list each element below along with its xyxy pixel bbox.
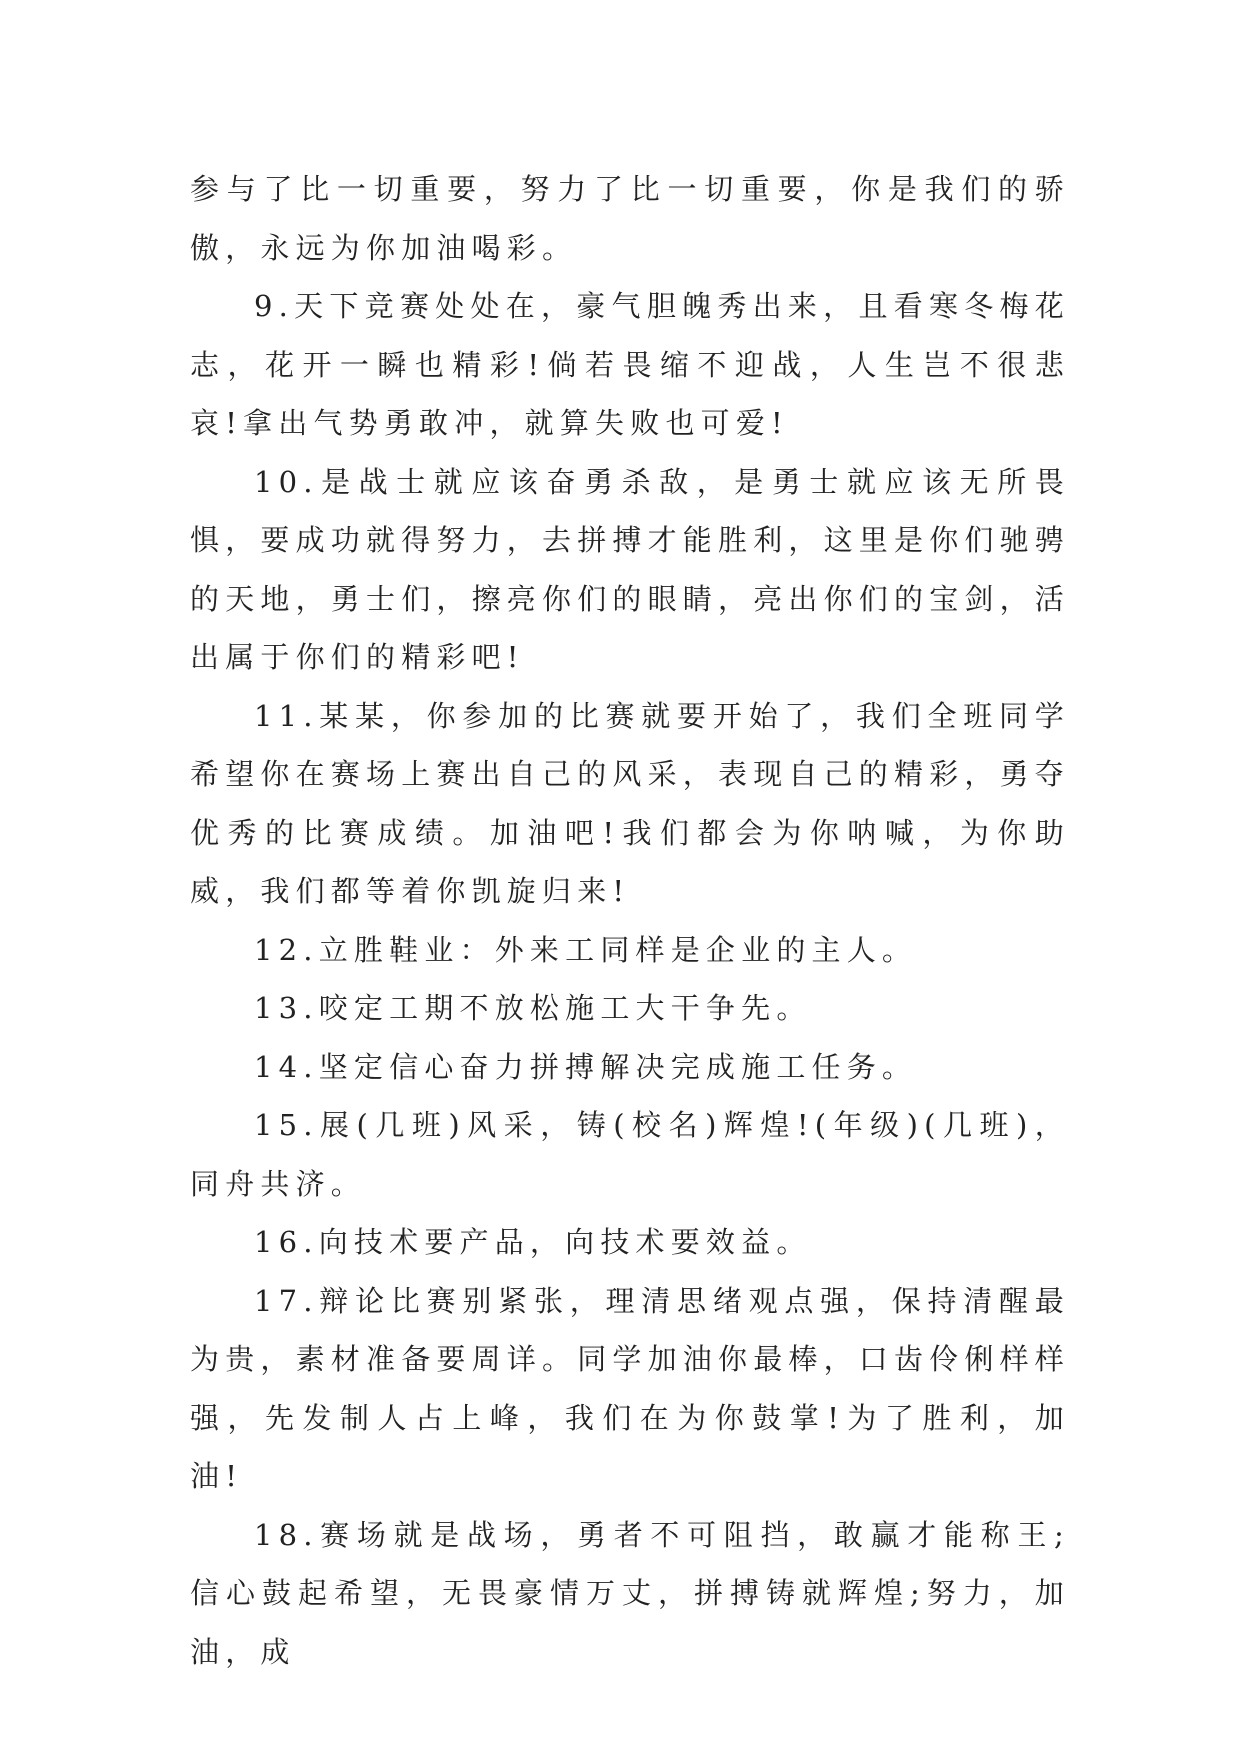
paragraph-item-10: 10.是战士就应该奋勇杀敌，是勇士就应该无所畏惧，要成功就得努力，去拼搏才能胜利，这里是你们驰骋的天地，勇士们，擦亮你们的眼睛，亮出你们的宝剑，活出属于你们的精彩吧!: [190, 464, 1071, 674]
document-body: [190, 160, 1070, 1681]
paragraph-item-11: 11.某某，你参加的比赛就要开始了，我们全班同学希望你在赛场上赛出自己的风采，表现自己的精彩，勇夺优秀的比赛成绩。加油吧!我们都会为你呐喊，为你助威，我们都等着你凯旋归来!: [190, 698, 1071, 908]
paragraph-item-16: 16.向技术要产品，向技术要效益。: [254, 1225, 812, 1259]
paragraph-item-17: 17.辩论比赛别紧张，理清思绪观点强，保持清醒最为贵，素材准备要周详。同学加油你最棒，口齿伶俐样样强，先发制人占上峰，我们在为你鼓掌!为了胜利，加油!: [190, 1283, 1071, 1493]
paragraph-continuation: 参与了比一切重要，努力了比一切重要，你是我们的骄傲，永远为你加油喝彩。: [190, 172, 1070, 265]
paragraph-item-9: 9.天下竞赛处处在，豪气胆魄秀出来，且看寒冬梅花志，花开一瞬也精彩!倘若畏缩不迎战，人生岂不很悲哀!拿出气势勇敢冲，就算失败也可爱!: [190, 289, 1070, 440]
paragraph-item-18: 18.赛场就是战场，勇者不可阻挡，敢赢才能称王;信心鼓起希望，无畏豪情万丈，拼搏铸就辉煌;努力，加油，成: [190, 1517, 1070, 1669]
paragraph-item-15: 15.展(几班)风采，铸(校名)辉煌!(年级)(几班)，同舟共济。: [190, 1108, 1070, 1201]
paragraph-item-14: 14.坚定信心奋力拼搏解决完成施工任务。: [254, 1049, 918, 1084]
paragraph-item-12: 12.立胜鞋业：外来工同样是企业的主人。: [254, 932, 918, 967]
paragraph-item-13: 13.咬定工期不放松施工大干争先。: [254, 991, 812, 1025]
